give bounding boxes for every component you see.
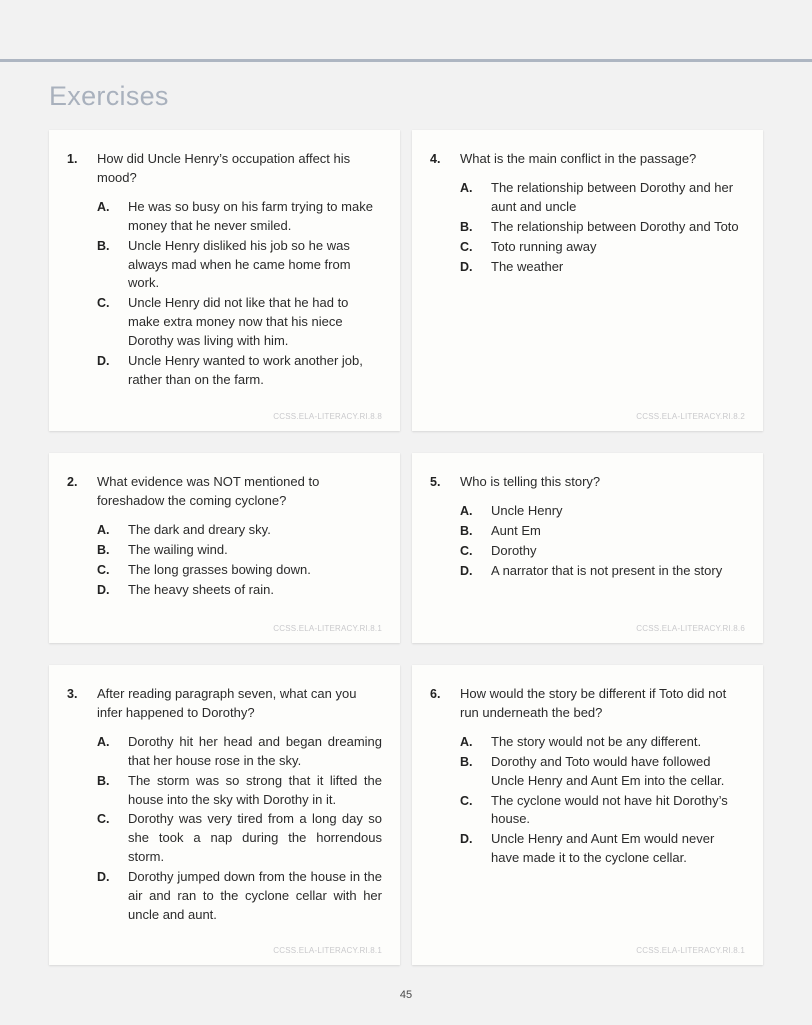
standard-code: CCSS.ELA-LITERACY.RI.8.1	[636, 946, 745, 956]
question-card	[412, 130, 763, 431]
question-text: What is the main conflict in the passage?	[460, 151, 697, 167]
answer-option-text: The long grasses bowing down.	[128, 561, 311, 577]
answer-option[interactable]	[97, 810, 382, 867]
answer-option-text: The wailing wind.	[128, 541, 228, 557]
answer-option[interactable]	[460, 792, 745, 830]
answer-option-text: The heavy sheets of rain.	[128, 581, 274, 597]
answer-option-text: Uncle Henry	[491, 503, 563, 519]
answer-option[interactable]	[97, 237, 382, 294]
answer-option-letter: A.	[460, 181, 473, 196]
answer-option[interactable]	[97, 294, 382, 351]
answer-option-text: The dark and dreary sky.	[128, 522, 271, 538]
page-number: 45	[399, 989, 413, 1002]
question-card	[412, 665, 763, 965]
answer-option[interactable]	[97, 772, 382, 810]
answer-option-text: Uncle Henry and Aunt Em would never have made it to the cyclone cellar.	[491, 831, 715, 866]
answer-option[interactable]	[460, 562, 745, 581]
answer-option-text: The relationship between Dorothy and Toto	[491, 218, 739, 234]
answer-option[interactable]	[97, 541, 382, 560]
question-card	[49, 130, 400, 431]
standard-code: CCSS.ELA-LITERACY.RI.8.6	[636, 624, 745, 634]
answer-option-letter: D.	[97, 582, 110, 597]
answer-option-text: Uncle Henry wanted to work another job, rather than on the farm.	[128, 352, 363, 387]
answer-option-text: The weather	[491, 258, 564, 274]
answer-option-text: Uncle Henry disliked his job so he was always mad when he came home from work.	[128, 237, 351, 291]
question-header	[430, 150, 745, 169]
answer-option[interactable]	[97, 352, 382, 390]
question-text: After reading paragraph seven, what can you infer happened to Dorothy?	[97, 686, 357, 721]
answer-option[interactable]	[97, 868, 382, 925]
answer-option-text: The story would not be any different.	[491, 734, 702, 750]
answer-option[interactable]	[97, 581, 382, 600]
answer-option-letter: A.	[97, 200, 110, 215]
answer-option-text: Dorothy jumped down from the house in the air and ran to the cyclone cellar with her uncle and aunt.	[128, 868, 382, 922]
answer-option-letter: A.	[460, 504, 473, 519]
question-header	[67, 150, 382, 188]
answer-option[interactable]	[97, 521, 382, 540]
answer-option[interactable]	[460, 258, 745, 277]
answer-option-letter: C.	[97, 812, 110, 827]
answer-option-letter: A.	[460, 735, 473, 750]
question-card	[412, 453, 763, 643]
standard-code: CCSS.ELA-LITERACY.RI.8.1	[273, 624, 382, 634]
answer-option-list	[67, 198, 382, 390]
answer-option-text: A narrator that is not present in the story	[491, 562, 723, 578]
answer-option-letter: B.	[97, 773, 110, 788]
answer-option[interactable]	[460, 238, 745, 257]
answer-option-text: Dorothy	[491, 542, 537, 558]
answer-option-list	[430, 733, 745, 869]
question-number: 3.	[67, 687, 78, 702]
answer-option-letter: B.	[460, 754, 473, 769]
answer-option[interactable]	[97, 561, 382, 580]
answer-option-letter: A.	[97, 735, 110, 750]
answer-option[interactable]	[460, 542, 745, 561]
answer-option-text: He was so busy on his farm trying to make money that he never smiled.	[128, 199, 373, 233]
answer-option[interactable]	[97, 733, 382, 771]
answer-option-list	[67, 733, 382, 925]
question-text: Who is telling this story?	[460, 474, 601, 490]
question-number: 2.	[67, 475, 78, 490]
answer-option-text: The cyclone would not have hit Dorothy’s house.	[491, 792, 728, 827]
answer-option[interactable]	[460, 522, 745, 541]
answer-option-letter: D.	[460, 832, 473, 847]
answer-option-letter: D.	[97, 869, 110, 884]
answer-option[interactable]	[460, 179, 745, 217]
question-card-grid	[0, 112, 812, 987]
question-header	[430, 473, 745, 492]
page-title: Exercises	[49, 81, 169, 111]
answer-option-text: Toto running away	[491, 238, 597, 254]
answer-option-letter: B.	[460, 524, 473, 539]
answer-option-letter: C.	[97, 296, 110, 311]
answer-option-list	[430, 502, 745, 581]
question-header	[67, 685, 382, 723]
answer-option[interactable]	[460, 502, 745, 521]
answer-option-list	[67, 521, 382, 600]
answer-option-letter: C.	[97, 562, 110, 577]
answer-option-letter: B.	[97, 238, 110, 253]
answer-option-letter: D.	[97, 353, 110, 368]
question-header	[430, 685, 745, 723]
answer-option-letter: D.	[460, 563, 473, 578]
answer-option[interactable]	[460, 218, 745, 237]
answer-option-letter: D.	[460, 259, 473, 274]
answer-option-letter: B.	[460, 219, 473, 234]
question-text: How did Uncle Henry’s occupation affect his mood?	[97, 151, 351, 186]
answer-option[interactable]	[460, 830, 745, 868]
standard-code: CCSS.ELA-LITERACY.RI.8.2	[636, 412, 745, 422]
answer-option-letter: C.	[460, 239, 473, 254]
answer-option-text: Dorothy was very tired from a long day so she took a nap during the horrendous storm.	[128, 811, 382, 865]
answer-option-letter: C.	[460, 543, 473, 558]
answer-option-text: Dorothy hit her head and began dreaming that her house rose in the sky.	[128, 734, 382, 768]
answer-option-list	[430, 179, 745, 277]
question-text: How would the story be different if Toto did not run underneath the bed?	[460, 686, 727, 721]
answer-option-text: Dorothy and Toto would have followed Uncle Henry and Aunt Em into the cellar.	[491, 753, 725, 788]
answer-option[interactable]	[460, 733, 745, 752]
question-card	[49, 665, 400, 965]
answer-option-text: The storm was so strong that it lifted the house into the sky with Dorothy in it.	[128, 772, 382, 807]
question-header	[67, 473, 382, 511]
answer-option-letter: B.	[97, 542, 110, 557]
standard-code: CCSS.ELA-LITERACY.RI.8.1	[273, 946, 382, 956]
answer-option[interactable]	[97, 198, 382, 236]
question-number: 4.	[430, 152, 441, 167]
header-spacer	[0, 0, 812, 59]
question-number: 1.	[67, 152, 78, 167]
answer-option-letter: A.	[97, 523, 110, 538]
question-card	[49, 453, 400, 643]
answer-option-text: Uncle Henry did not like that he had to make extra money now that his niece Dorothy was living with him.	[128, 295, 349, 348]
question-number: 5.	[430, 475, 441, 490]
standard-code: CCSS.ELA-LITERACY.RI.8.8	[273, 412, 382, 422]
answer-option-text: The relationship between Dorothy and her aunt and uncle	[491, 180, 734, 215]
answer-option[interactable]	[460, 753, 745, 791]
question-number: 6.	[430, 687, 441, 702]
question-text: What evidence was NOT mentioned to foreshadow the coming cyclone?	[97, 474, 320, 509]
answer-option-text: Aunt Em	[491, 523, 541, 539]
answer-option-letter: C.	[460, 793, 473, 808]
